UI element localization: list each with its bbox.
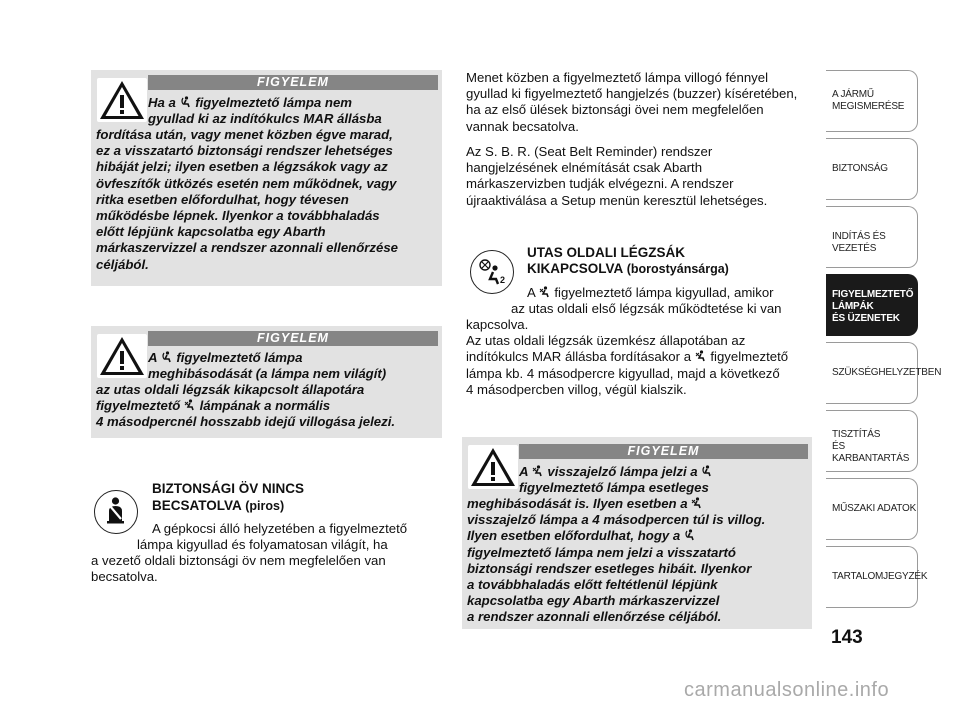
tab-starting-driving[interactable]: INDÍTÁS ÉS VEZETÉS [826, 206, 918, 268]
page-number: 143 [831, 627, 863, 648]
seatbelt-heading: BIZTONSÁGI ÖV NINCS BECSATOLVA (piros) [152, 481, 305, 513]
tab-safety[interactable]: BIZTONSÁG [826, 138, 918, 200]
warning-box-airbag-fault [91, 70, 442, 286]
warning-header: FIGYELEM [519, 444, 808, 459]
warning-text: A figyelmeztető lámpa meghibásodását (a lámpa nem világít) [148, 350, 387, 382]
warning-text-body: meghibásodását is. Ilyen esetben a visszajelző lámpa a 4 másodpercen túl is villog. Ilyen esetben előfordulhat, hogy a figyelmeztető lámpa nem jelzi a visszatartó biztonsági rendszer esetleges hibáit. Ilyenkor a továbbhaladás előtt feltétlenül lépjünk kapcsolatba egy Abarth márkaszervizzel a rendszer azonnali ellenőrzése céljából. [467, 496, 766, 625]
warning-header: FIGYELEM [148, 331, 438, 346]
tab-warning-lights[interactable]: FIGYELMEZTETŐ LÁMPÁK ÉS ÜZENETEK [826, 274, 918, 336]
airbag-off-icon [470, 250, 514, 294]
tab-index[interactable]: TARTALOMJEGYZÉK [826, 546, 918, 608]
warning-triangle-icon [97, 78, 147, 122]
seatbelt-icon [94, 490, 138, 534]
warning-text: Ha a figyelmeztető lámpa nem gyullad ki az indítókulcs MAR állásba [148, 95, 382, 127]
warning-box-lamp-fault [91, 326, 442, 438]
airbag-heading: UTAS OLDALI LÉGZSÁK [527, 245, 685, 260]
airbag-lamp-icon [161, 351, 173, 363]
airbag-lamp-icon [701, 465, 713, 477]
airbag-text-body: kapcsolva. Az utas oldali légzsák üzemkész állapotában az indítókulcs MAR állásba fordításakor a figyelmeztető lámpa kb. 4 másodpercre kigyullad, majd a következő 4 másodpercben villog, végül kialszik. [466, 317, 789, 397]
warning-triangle-icon [468, 445, 518, 489]
tab-emergency[interactable]: SZÜKSÉGHELYZETBEN [826, 342, 918, 404]
seatbelt-text-cont: lámpa kigyullad és folyamatosan világít, ha [137, 537, 388, 552]
airbag-text: A figyelmeztető lámpa kigyullad, amikor [527, 285, 774, 300]
tab-technical-data[interactable]: MŰSZAKI ADATOK [826, 478, 918, 540]
tab-maintenance[interactable]: TISZTÍTÁS ÉS KARBANTARTÁS [826, 410, 918, 472]
seatbelt-text-body: a vezető oldali biztonsági öv nem megfelelően van becsatolva. [91, 553, 386, 585]
svg-text:2: 2 [500, 275, 506, 285]
warning-text: A visszajelző lámpa jelzi a figyelmeztető lámpa esetleges [519, 464, 713, 496]
seatbelt-reminder-text: Menet közben a figyelmeztető lámpa villogó fénnyel gyullad ki figyelmeztető hangjelzés (buzzer) kíséretében, ha az első ülések biztonsági övei nem megfelelően vannak becsatolva. [466, 70, 798, 134]
airbag-off-icon [691, 497, 703, 509]
warning-triangle-icon [97, 334, 147, 378]
airbag-lamp-icon [684, 529, 696, 541]
warning-text-body: fordítása után, vagy menet közben égve marad, ez a visszatartó biztonsági rendszer lehetséges hibáját jelzi; ilyen esetben a légzsákok vagy az övfeszítők ütközés esetén nem működnek, vagy ritka esetben előfordulhat, hogy tévesen működésbe lépnek. Ilyenkor a továbbhaladás előtt lépjünk kapcsolatba egy Abarth márkaszervizzel a rendszer azonnali ellenőrzése céljából. [96, 127, 398, 272]
airbag-off-icon [532, 465, 544, 477]
seatbelt-text: A gépkocsi álló helyzetében a figyelmeztető [152, 521, 408, 536]
airbag-off-icon [539, 286, 551, 298]
warning-header: FIGYELEM [148, 75, 438, 90]
airbag-text-cont: az utas oldali első légzsák működtetése ki van [511, 301, 782, 316]
airbag-lamp-icon [180, 96, 192, 108]
warning-text-body: az utas oldali légzsák kikapcsolt állapotára figyelmeztető lámpának a normális 4 másodpercnél hosszabb idejű villogása jelezi. [96, 382, 396, 430]
airbag-off-icon [695, 350, 707, 362]
sbr-text: Az S. B. R. (Seat Belt Reminder) rendszer hangjelzésének elnémítását csak Abarth márkaszervizben tudják elvégezni. A rendszer újraaktiválása a Setup menün keresztül lehetséges. [466, 144, 768, 208]
tab-vehicle-overview[interactable]: A JÁRMŰ MEGISMERÉSE [826, 70, 918, 132]
airbag-heading-2: KIKAPCSOLVA (borostyánsárga) [527, 261, 729, 276]
airbag-off-icon [184, 399, 196, 411]
warning-box-indicator-fault [462, 437, 812, 629]
watermark: carmanualsonline.info [684, 679, 890, 701]
